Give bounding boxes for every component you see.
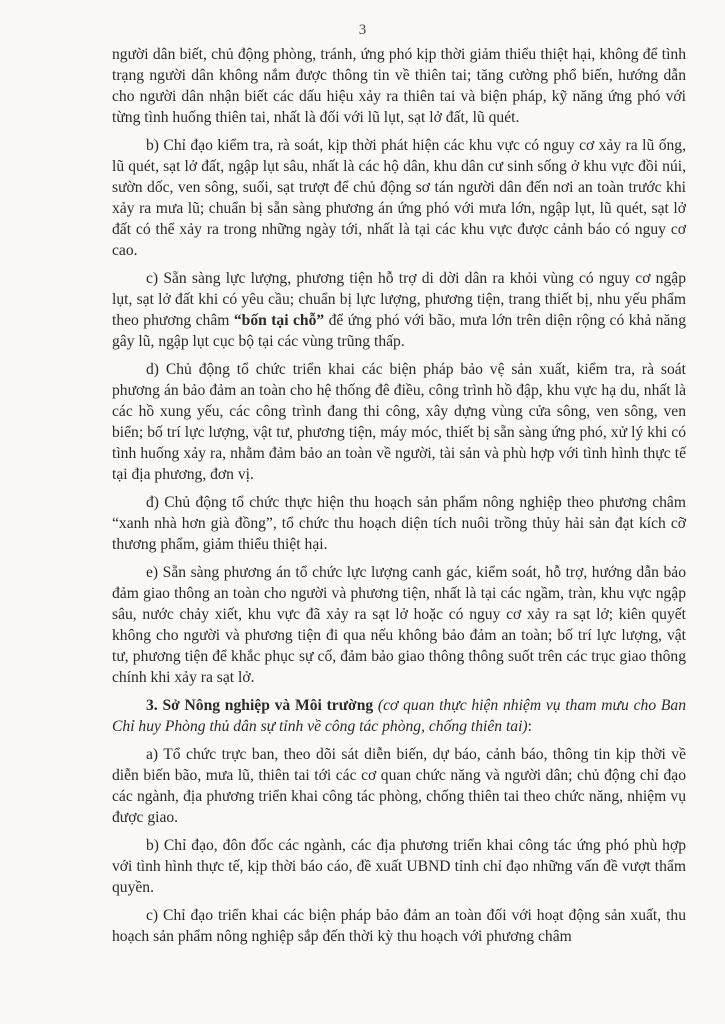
paragraph-c	[112, 268, 686, 352]
section-3-paragraph-c: c) Chỉ đạo triển khai các biện pháp bảo đảm an toàn đối với hoạt động sản xuất, thu hoạch sản phẩm nông nghiệp sắp đến thời kỳ thu hoạch với phương châm	[112, 907, 686, 945]
section-3-paragraph-a: a) Tổ chức trực ban, theo dõi sát diễn biến, dự báo, cảnh báo, thông tin kịp thời về diễn biến bão, mưa lũ, thiên tai tới các cơ quan chức năng và người dân; chủ động chỉ đạo các ngành, địa phương triển khai công tác phòng, chống thiên tai theo chức năng, nhiệm vụ được giao.	[112, 746, 686, 826]
paragraph-c-text-end: để ứng phó với bão, mưa lớn trên diện rộng có khả năng gây lũ, ngập lụt cục bộ tại các vùng trũng thấp.	[112, 312, 686, 350]
section-3-paragraph-b: b) Chỉ đạo, đôn đốc các ngành, các địa phương triển khai công tác ứng phó phù hợp với tình hình thực tế, kịp thời báo cáo, đề xuất UBND tỉnh chỉ đạo những vấn đề vượt thẩm quyền.	[112, 837, 686, 896]
section-3-title: 3. Sở Nông nghiệp và Môi trường	[146, 697, 374, 714]
paragraph-c-bold-phrase: “bốn tại chỗ”	[233, 312, 325, 329]
section-3-heading	[112, 695, 686, 737]
section-3-note: (cơ quan thực hiện nhiệm vụ tham mưu cho Ban Chỉ huy Phòng thủ dân sự tỉnh về công tác phòng, chống thiên tai)	[112, 697, 686, 735]
paragraph-continuation: người dân biết, chủ động phòng, tránh, ứng phó kịp thời giảm thiểu thiệt hại, không để tình trạng người dân không nắm được thông tin về thiên tai; tăng cường phổ biến, hướng dẫn cho người dân nhận biết các dấu hiệu xảy ra thiên tai và biện pháp, kỹ năng ứng phó với từng tình huống thiên tai, nhất là đối với lũ lụt, sạt lở đất, lũ quét.	[112, 46, 686, 126]
paragraph-e: e) Sẵn sàng phương án tổ chức lực lượng canh gác, kiểm soát, hỗ trợ, hướng dẫn bảo đảm giao thông an toàn cho người và phương tiện, nhất là tại các ngầm, tràn, khu vực ngập sâu, nước chảy xiết, khu vực đã xảy ra sạt lở hoặc có nguy cơ xảy ra sạt lở; kiên quyết không cho người và phương tiện đi qua nếu không bảo đảm an toàn; bố trí lực lượng, vật tư, phương tiện để khắc phục sự cố, đảm bảo giao thông thông suốt trên các trục giao thông chính khi xảy ra sạt lở.	[112, 564, 686, 686]
paragraph-b: b) Chỉ đạo kiểm tra, rà soát, kịp thời phát hiện các khu vực có nguy cơ xảy ra lũ ống, lũ quét, sạt lở đất, ngập lụt sâu, nhất là các hộ dân, khu dân cư sinh sống ở khu vực đồi núi, sườn dốc, ven sông, suối, sạt trượt để chủ động sơ tán người dân đến nơi an toàn trước khi xảy ra mưa lũ; chuẩn bị sẵn sàng phương án ứng phó với mưa lớn, ngập lụt, lũ quét, sạt lở đất có thể xảy ra trong những ngày tới, nhất là tại các khu vực được cảnh báo có nguy cơ cao.	[112, 137, 686, 259]
page-number: 3	[358, 22, 367, 38]
document-body	[112, 44, 686, 954]
paragraph-c-text-start: c) Sẵn sàng lực lượng, phương tiện hỗ trợ di dời dân ra khỏi vùng có nguy cơ ngập lụt, sạt lở đất khi có yêu cầu; chuẩn bị lực lượng, phương tiện, trang thiết bị, nhu yếu phẩm theo phương châm	[112, 270, 686, 329]
paragraph-d: d) Chủ động tổ chức triển khai các biện pháp bảo vệ sản xuất, kiểm tra, rà soát phương án bảo đảm an toàn cho hệ thống đê điều, công trình hồ đập, khu vực hạ du, nhất là các hồ xung yếu, các công trình đang thi công, xây dựng vùng cửa sông, ven sông, ven biển; bố trí lực lượng, vật tư, phương tiện, máy móc, thiết bị sẵn sàng ứng phó, xử lý khi có tình huống xảy ra, nhằm đảm bảo an toàn về người, tài sản và phù hợp với tình hình thực tế tại địa phương, đơn vị.	[112, 361, 686, 483]
section-3-colon: :	[527, 718, 532, 735]
paragraph-dd: đ) Chủ động tổ chức thực hiện thu hoạch sản phẩm nông nghiệp theo phương châm “xanh nhà hơn già đồng”, tổ chức thu hoạch diện tích nuôi trồng thủy hải sản đạt kích cỡ thương phẩm, giảm thiểu thiệt hại.	[112, 494, 686, 553]
